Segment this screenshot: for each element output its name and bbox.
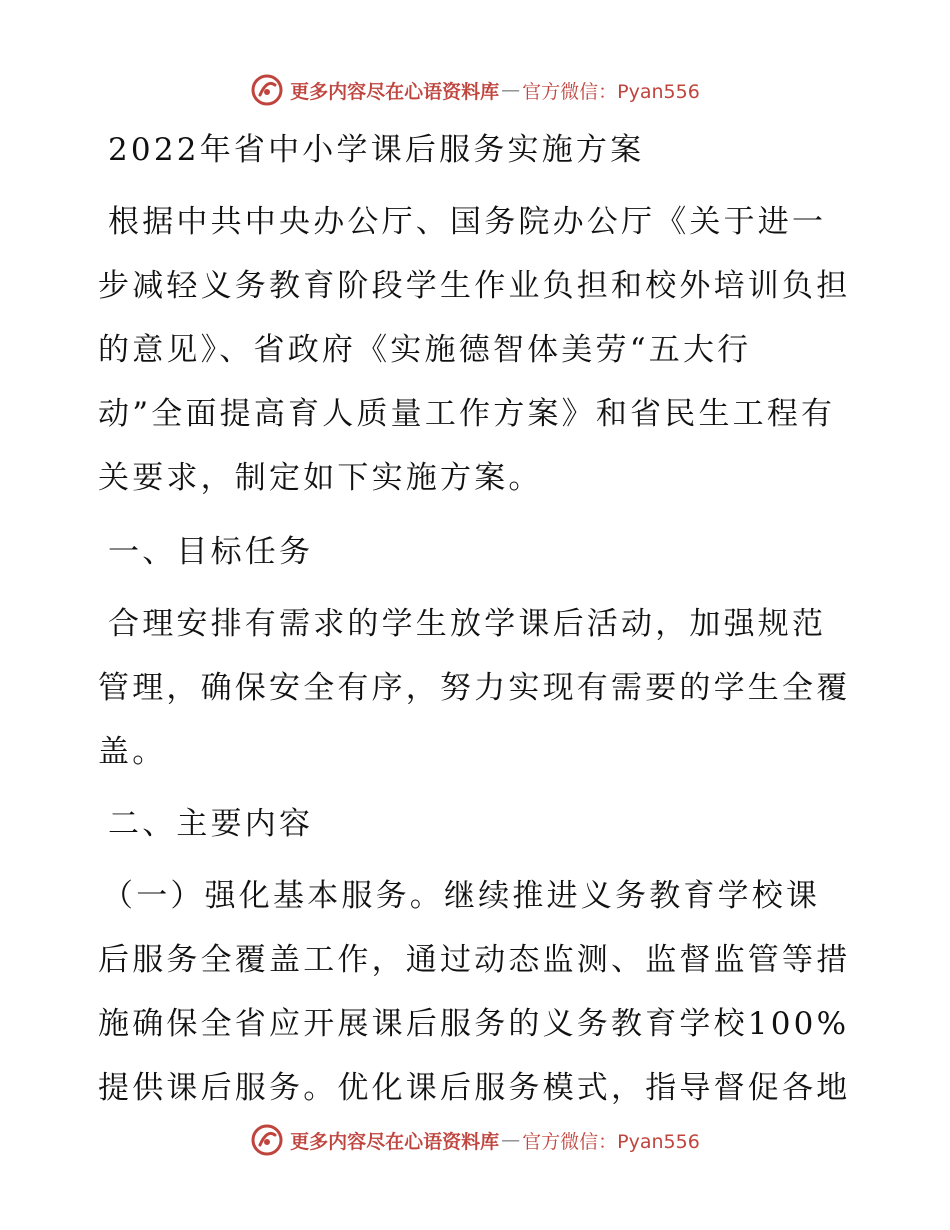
intro-line-5: 关要求，制定如下实施方案。 — [98, 460, 543, 496]
watermark-brand-text: 更多内容尽在心语资料库 — [290, 1130, 500, 1153]
section1-line-3: 盖。 — [98, 734, 167, 770]
section2-line-1: （一）强化基本服务。继续推进义务教育学校课 — [102, 878, 821, 914]
section1-line-2: 管理，确保安全有序，努力实现有需要的学生全覆 — [98, 670, 850, 706]
seal-logo-icon — [250, 1123, 284, 1157]
watermark-contact-text: 官方微信：Pyan556 — [522, 1130, 700, 1153]
section2-line-4: 提供课后服务。优化课后服务模式，指导督促各地 — [98, 1070, 850, 1106]
section2-line-2: 后服务全覆盖工作，通过动态监测、监督监管等措 — [98, 942, 850, 978]
intro-line-1: 根据中共中央办公厅、国务院办公厅《关于进一 — [108, 204, 827, 240]
document-title: 2022年省中小学课后服务实施方案 — [108, 132, 645, 168]
section2-line-3: 施确保全省应开展课后服务的义务教育学校100% — [98, 1006, 850, 1042]
section2-heading: 二、主要内容 — [108, 806, 314, 842]
watermark-contact-text: 官方微信：Pyan556 — [522, 80, 700, 103]
header-watermark — [0, 70, 950, 110]
section1-line-1: 合理安排有需求的学生放学课后活动，加强规范 — [108, 606, 827, 642]
intro-line-4: 动”全面提高育人质量工作方案》和省民生工程有 — [98, 396, 836, 432]
document-body — [98, 118, 850, 1120]
intro-line-2: 步减轻义务教育阶段学生作业负担和校外培训负担 — [98, 268, 850, 304]
intro-line-3: 的意见》、省政府《实施德智体美劳“五大行 — [98, 332, 752, 368]
footer-watermark — [0, 1120, 950, 1160]
watermark-brand-text: 更多内容尽在心语资料库 — [290, 80, 500, 103]
section1-heading: 一、目标任务 — [108, 534, 314, 570]
watermark-separator: — — [501, 1129, 521, 1151]
seal-logo-icon — [250, 73, 284, 107]
watermark-separator: — — [501, 79, 521, 101]
